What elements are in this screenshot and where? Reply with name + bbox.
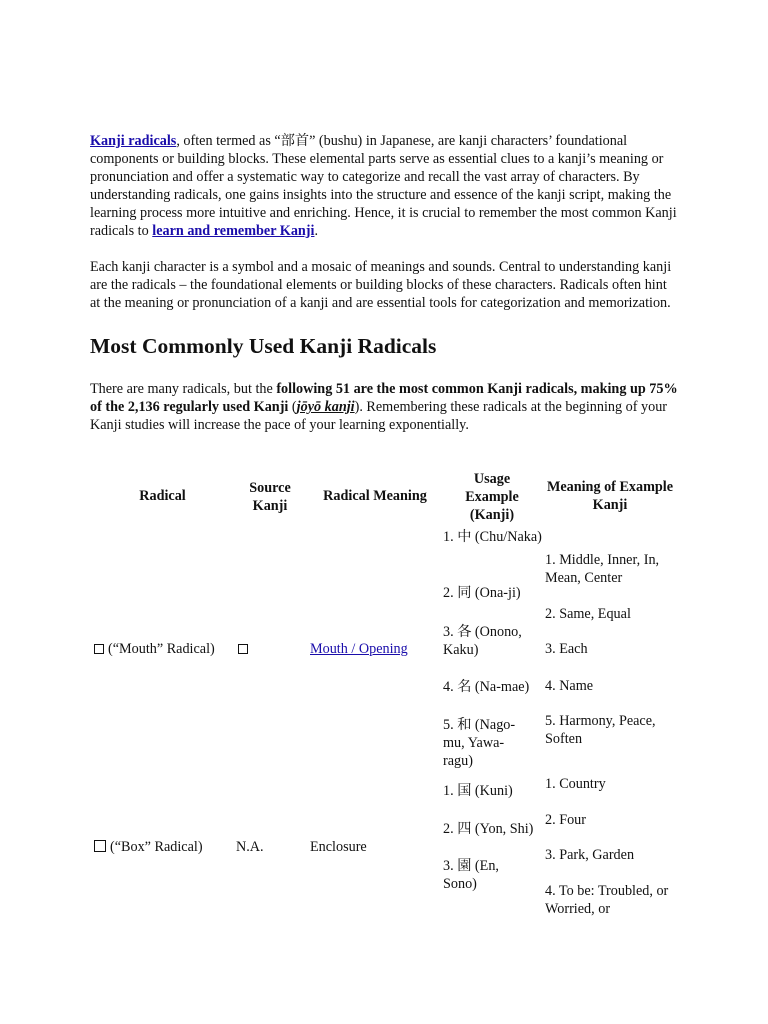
section-paragraph [90,380,680,434]
row2-usage-1: 1. 国 (Kuni) [443,783,513,799]
row2-usage-3: 3. 園 (En, Sono) [443,858,499,892]
row1-meaning-1: 1. Middle, Inner, In, Mean, Center [545,552,660,586]
row1-radical-meaning [310,640,440,658]
row1-source-kanji [238,640,268,658]
row2-meaning-1: 1. Country [545,776,606,792]
mouth-radical-glyph [94,644,104,654]
section-text-c: ). Remembering these radicals at the beginning of your Kanji studies will increase the pace of your learning exponentially. [90,399,668,433]
row2-meaning-4: 4. To be: Troubled, or Worried, or [545,883,669,917]
row2-radical-label: (“Box” Radical) [110,839,203,855]
row1-meaning-5: 5. Harmony, Peace, Soften [545,713,656,747]
header-example-meaning: Meaning of Example Kanji [546,479,674,513]
row1-radical-label: (“Mouth” Radical) [108,641,215,657]
row2-radical [94,838,244,856]
section-bold-text: following 51 are the most common Kanji radicals, making up 75% of the 2,136 regularly used Kanji [90,381,678,415]
header-source-kanji: Source Kanji [249,480,291,514]
row1-usage-4: 4. 名 (Na-mae) [443,679,530,695]
header-radical-meaning: Radical Meaning [323,488,427,504]
row1-usage-1: 1. 中 (Chu/Naka) [443,529,542,545]
joyo-kanji-term: jōyō kanji [296,399,355,415]
row2-source-kanji: N.A. [236,839,264,855]
row1-meaning-4: 4. Name [545,678,594,694]
intro-paragraph [90,132,680,240]
row1-usage-3: 3. 各 (Onono, Kaku) [443,624,522,658]
article-body [90,132,680,434]
row1-meaning-2: 2. Same, Equal [545,606,631,622]
row2-meaning-3: 3. Park, Garden [545,847,635,863]
mouth-source-glyph [238,644,248,654]
row2-radical-meaning: Enclosure [310,839,367,855]
mouth-opening-link[interactable]: Mouth / Opening [310,641,408,657]
row1-meaning-3: 3. Each [545,641,588,657]
row1-usage-5: 5. 和 (Nago-mu, Yawa-ragu) [443,717,516,769]
row1-usage-2: 2. 同 (Ona-ji) [443,585,521,601]
row1-radical [94,640,244,658]
intro-text-a: , often termed as “部首” (bushu) in Japanese, are kanji characters’ foundational components or building blocks. These elemental parts serve as essential clues to a kanji’s meaning or pronunciation and offer a systematic way to categorize and recall the vast array of characters. By understanding radicals, one gains insights into the structure and essence of the kanji script, making the learning process more intuitive and enriching. Hence, it is crucial to remember the most common Kanji radicals to [90,133,677,239]
row2-meaning-2: 2. Four [545,812,586,828]
header-usage-example: Usage Example (Kanji) [465,471,519,523]
row2-usage-2: 2. 四 (Yon, Shi) [443,821,534,837]
kanji-radicals-link[interactable]: Kanji radicals [90,133,177,149]
radicals-table [90,470,680,920]
intro-text-b: . [314,223,319,239]
box-radical-glyph [94,840,106,852]
learn-remember-kanji-link[interactable]: learn and remember Kanji [152,223,315,239]
section-text-b: ( [288,399,297,415]
header-radical: Radical [139,488,186,504]
section-heading: Most Commonly Used Kanji Radicals [90,334,437,358]
radicals-paragraph: Each kanji character is a symbol and a mosaic of meanings and sounds. Central to understanding kanji are the radicals – the foundational elements or building blocks of these characters. Radicals often hint at the meaning or pronunciation of a kanji and are essential tools for categorization and memorization. [90,259,672,311]
section-text-a: There are many radicals, but the [90,381,277,397]
